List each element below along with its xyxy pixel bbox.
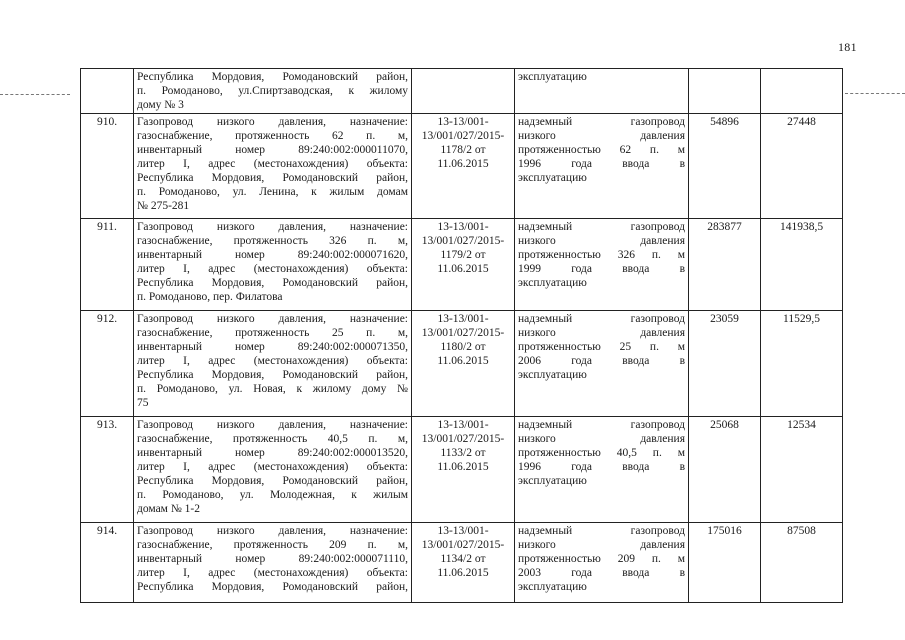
registration-line: 13/001/027/2015- [421, 539, 505, 551]
description-line: инвентарный номер 89:240:002:000013520, [137, 447, 408, 459]
row-number-cell [81, 69, 134, 114]
description-line: газоснабжение, протяженность 209 п. м, [137, 539, 408, 551]
object-description-cell [134, 523, 412, 603]
value-1-cell: 25068 [689, 417, 761, 523]
registration-number-cell [412, 219, 515, 311]
description-line: Республика Мордовия, Ромодановский район, [137, 475, 408, 487]
note-line: низкого давления [518, 539, 685, 551]
description-line: Газопровод низкого давления, назначение: [137, 221, 408, 233]
object-note-cell [515, 523, 689, 603]
value-2-cell: 27448 [761, 114, 843, 219]
object-description-cell [134, 219, 412, 311]
row-number-cell: 913. [81, 417, 134, 523]
registration-line: 11.06.2015 [437, 158, 489, 170]
note-line: протяженностью 62 п. м [518, 144, 685, 156]
registration-line: 13/001/027/2015- [421, 235, 505, 247]
description-line: газоснабжение, протяженность 40,5 п. м, [137, 433, 408, 445]
object-note-cell [515, 219, 689, 311]
table-row [81, 523, 843, 603]
object-note-cell [515, 311, 689, 417]
property-registry-table [80, 68, 843, 603]
object-description-cell [134, 69, 412, 114]
description-line: 75 [137, 397, 149, 409]
description-line: Республика Мордовия, Ромодановский район, [137, 71, 408, 83]
description-line: № 275-281 [137, 200, 190, 212]
description-line: Газопровод низкого давления, назначение: [137, 525, 408, 537]
registration-line: 1134/2 от [440, 553, 486, 565]
table-row [81, 219, 843, 311]
row-number-cell: 911. [81, 219, 134, 311]
table-row-continuation [81, 69, 843, 114]
description-line: инвентарный номер 89:240:002:000011070, [137, 144, 408, 156]
description-line: литер I, адрес (местонахождения) объекта: [137, 567, 408, 579]
note-line: надземный газопровод [518, 116, 685, 128]
note-line: надземный газопровод [518, 525, 685, 537]
note-line: низкого давления [518, 130, 685, 142]
note-line: низкого давления [518, 327, 685, 339]
value-1-cell: 283877 [689, 219, 761, 311]
description-line: инвентарный номер 89:240:002:000071620, [137, 249, 408, 261]
registration-line: 11.06.2015 [437, 461, 489, 473]
table-row [81, 114, 843, 219]
registration-line: 13/001/027/2015- [421, 327, 505, 339]
registration-line: 11.06.2015 [437, 355, 489, 367]
description-line: литер I, адрес (местонахождения) объекта: [137, 158, 408, 170]
description-line: инвентарный номер 89:240:002:000071350, [137, 341, 408, 353]
registration-number-cell [412, 311, 515, 417]
note-line: протяженностью 326 п. м [518, 249, 685, 261]
registration-number-cell [412, 523, 515, 603]
note-line: 1999 года ввода в [518, 263, 685, 275]
description-line: Газопровод низкого давления, назначение: [137, 313, 408, 325]
note-line: низкого давления [518, 235, 685, 247]
value-2-cell: 141938,5 [761, 219, 843, 311]
description-line: Республика Мордовия, Ромодановский район, [137, 581, 408, 593]
row-number-cell: 914. [81, 523, 134, 603]
note-line: эксплуатацию [518, 475, 587, 487]
note-line: 1996 года ввода в [518, 158, 685, 170]
note-line: эксплуатацию [518, 71, 587, 83]
object-description-cell [134, 417, 412, 523]
note-line: эксплуатацию [518, 172, 587, 184]
description-line: инвентарный номер 89:240:002:000071110, [137, 553, 408, 565]
description-line: газоснабжение, протяженность 62 п. м, [137, 130, 408, 142]
note-line: эксплуатацию [518, 369, 587, 381]
description-line: п. Ромоданово, ул. Ленина, к жилым домам [137, 186, 408, 198]
description-line: дому № 3 [137, 99, 184, 111]
object-note-cell [515, 114, 689, 219]
note-line: низкого давления [518, 433, 685, 445]
note-line: эксплуатацию [518, 581, 587, 593]
registration-line: 11.06.2015 [437, 567, 489, 579]
description-line: домам № 1-2 [137, 503, 201, 515]
note-line: протяженностью 25 п. м [518, 341, 685, 353]
description-line: Республика Мордовия, Ромодановский район, [137, 277, 408, 289]
value-1-cell: 54896 [689, 114, 761, 219]
description-line: Республика Мордовия, Ромодановский район, [137, 369, 408, 381]
registration-line: 1178/2 от [440, 144, 486, 156]
registration-line: 13-13/001- [437, 221, 489, 233]
object-note-cell [515, 69, 689, 114]
note-line: протяженностью 40,5 п. м [518, 447, 685, 459]
value-2-cell: 11529,5 [761, 311, 843, 417]
table-row [81, 311, 843, 417]
value-2-cell: 12534 [761, 417, 843, 523]
description-line: Газопровод низкого давления, назначение: [137, 116, 408, 128]
value-1-cell [689, 69, 761, 114]
description-line: Республика Мордовия, Ромодановский район, [137, 172, 408, 184]
registration-line: 13/001/027/2015- [421, 433, 505, 445]
registration-line: 13-13/001- [437, 525, 489, 537]
registration-number-cell [412, 69, 515, 114]
description-line: литер I, адрес (местонахождения) объекта: [137, 355, 408, 367]
description-line: п. Ромоданово, пер. Филатова [137, 291, 283, 303]
registration-line: 1179/2 от [440, 249, 486, 261]
note-line: надземный газопровод [518, 221, 685, 233]
table-row [81, 417, 843, 523]
scan-edge-mark-right [845, 93, 905, 94]
value-2-cell: 87508 [761, 523, 843, 603]
description-line: литер I, адрес (местонахождения) объекта: [137, 263, 408, 275]
registration-line: 13/001/027/2015- [421, 130, 505, 142]
description-line: газоснабжение, протяженность 25 п. м, [137, 327, 408, 339]
description-line: газоснабжение, протяженность 326 п. м, [137, 235, 408, 247]
note-line: протяженностью 209 п. м [518, 553, 685, 565]
registration-line: 13-13/001- [437, 116, 489, 128]
scan-edge-mark-left [0, 94, 70, 95]
registration-number-cell [412, 417, 515, 523]
note-line: 1996 года ввода в [518, 461, 685, 473]
page-number: 181 [838, 40, 857, 54]
description-line: п. Ромоданово, ул. Молодежная, к жилым [137, 489, 408, 501]
description-line: п. Ромоданово, ул. Новая, к жилому дому № [137, 383, 408, 395]
row-number-cell: 912. [81, 311, 134, 417]
registration-line: 1180/2 от [440, 341, 486, 353]
object-note-cell [515, 417, 689, 523]
registration-line: 11.06.2015 [437, 263, 489, 275]
note-line: надземный газопровод [518, 419, 685, 431]
registration-number-cell [412, 114, 515, 219]
description-line: Газопровод низкого давления, назначение: [137, 419, 408, 431]
value-2-cell [761, 69, 843, 114]
value-1-cell: 175016 [689, 523, 761, 603]
object-description-cell [134, 311, 412, 417]
registration-line: 13-13/001- [437, 419, 489, 431]
value-1-cell: 23059 [689, 311, 761, 417]
object-description-cell [134, 114, 412, 219]
note-line: 2006 года ввода в [518, 355, 685, 367]
registration-line: 13-13/001- [437, 313, 489, 325]
registration-line: 1133/2 от [440, 447, 486, 459]
description-line: п. Ромоданово, ул.Спиртзаводская, к жилому [137, 85, 408, 97]
description-line: литер I, адрес (местонахождения) объекта: [137, 461, 408, 473]
row-number-cell: 910. [81, 114, 134, 219]
note-line: 2003 года ввода в [518, 567, 685, 579]
note-line: надземный газопровод [518, 313, 685, 325]
note-line: эксплуатацию [518, 277, 587, 289]
